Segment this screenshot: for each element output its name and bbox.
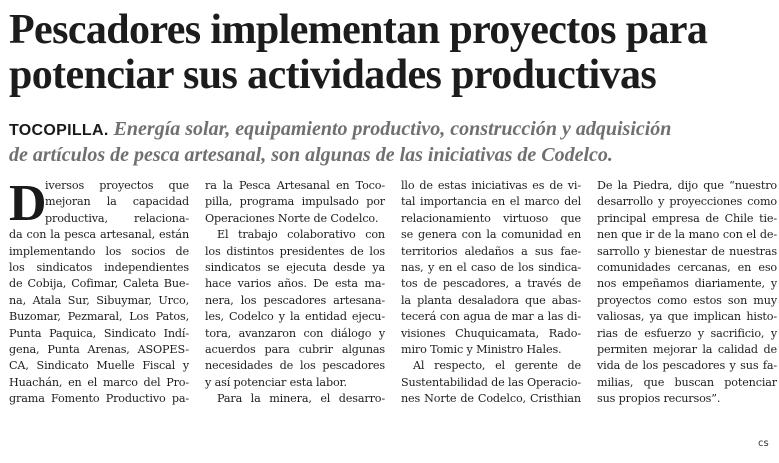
- location-kicker: TOCOPILLA.: [9, 122, 109, 139]
- col1-line: de Cobija, Cofimar, Caleta Bue-: [9, 277, 189, 291]
- col4-line: comunidades cercanas, en eso: [597, 260, 777, 274]
- col3-line: se genera con la comunidad en: [401, 228, 581, 242]
- lead-line-2: de artículos de pesca artesanal, son algunas de las iniciativas de Codelco.: [9, 144, 613, 166]
- col2-line: acuerdos para cubrir algunas: [205, 342, 385, 356]
- col2-line: les, Codelco y la entidad ejecu-: [205, 310, 385, 324]
- col1-line: gena, Punta Arenas, ASOPES-: [9, 342, 189, 356]
- col4-line: De la Piedra, dijo que “nuestro: [597, 179, 777, 192]
- col4-line: desarrollo y proyecciones como: [597, 195, 777, 209]
- col2-line: necesidades de los pescadores: [205, 359, 385, 373]
- end-of-article-mark: cs: [758, 438, 769, 449]
- col1-line: Punta Paquica, Sindicato Indí-: [9, 326, 189, 340]
- col1-line: da con la pesca artesanal, están: [9, 228, 189, 242]
- col2-line: Operaciones Norte de Codelco.: [205, 211, 379, 225]
- col3-line: Al respecto, el gerente de: [413, 359, 581, 373]
- col4-line: vida de los pescadores y sus fa-: [597, 359, 777, 373]
- col3-line: miro Tomic y Ministro Hales.: [401, 342, 562, 356]
- drop-cap: D: [9, 175, 47, 232]
- col3-line: relacionamiento virtuoso que: [401, 211, 581, 225]
- col2-line: El trabajo colaborativo con: [217, 228, 385, 242]
- col4-line: permiten mejorar la calidad de: [597, 342, 777, 356]
- col1-line: grama Fomento Productivo pa-: [9, 392, 189, 406]
- col2-line: nera, los pescadores artesana-: [205, 293, 385, 307]
- col3-line: tos de pescadores, a través de: [401, 277, 581, 291]
- body-column-2: [205, 178, 385, 408]
- col1-line: Buzomar, Pezmaral, Los Patos,: [9, 310, 189, 324]
- col2-line: ra la Pesca Artesanal en Toco-: [205, 179, 385, 192]
- headline-line-2: potenciar sus actividades productivas: [9, 52, 657, 98]
- col4-line: proyectos como estos son muy: [597, 293, 777, 307]
- col1-line: Huachán, en el marco del Pro-: [9, 375, 189, 389]
- col4-line: nos empeñamos diariamente, y: [597, 277, 777, 291]
- col4-line: nen que ir de la mano con el de-: [597, 228, 777, 242]
- col4-line: milias, que buscan potenciar: [597, 375, 777, 389]
- article-lead: [9, 117, 774, 168]
- col1-line: CA, Sindicato Muelle Fiscal y: [9, 359, 189, 373]
- col3-line: nes Norte de Codelco, Cristhian: [401, 392, 581, 406]
- body-column-4: [597, 178, 777, 407]
- col1-line: mejoran la capacidad: [45, 195, 189, 209]
- body-column-3: [401, 178, 581, 407]
- col3-line: la planta desaladora que abas-: [401, 293, 581, 307]
- body-column-1: [9, 175, 189, 407]
- col2-line: pilla, programa impulsado por: [205, 195, 385, 209]
- col3-line: tal importancia en el marco del: [401, 195, 581, 209]
- col4-line: principal empresa de Chile tie-: [597, 211, 777, 225]
- col3-line: llo de estas iniciativas es de vi-: [401, 179, 581, 192]
- col3-line: territorios aledaños a sus fae-: [401, 244, 581, 258]
- headline-line-1: Pescadores implementan proyectos para: [9, 7, 708, 53]
- col3-line: tecerá con agua de mar a las di-: [401, 310, 581, 324]
- col3-line: visiones Chuquicamata, Rado-: [401, 326, 581, 340]
- col1-line: los sindicatos independientes: [9, 260, 189, 274]
- col4-line: sus propios recursos”.: [597, 392, 721, 406]
- lead-line-1: [9, 117, 774, 143]
- col3-line: Sustentabilidad de las Operacio-: [401, 375, 581, 389]
- col2-line: los distintos presidentes de los: [205, 244, 385, 258]
- col2-line: y así potenciar esta labor.: [205, 375, 347, 389]
- col1-line: productiva, relaciona-: [45, 211, 189, 225]
- col2-line: tora, avanzaron con diálogo y: [205, 326, 385, 340]
- article-headline: [9, 8, 774, 98]
- col1-line: na, Atala Sur, Sibuymar, Urco,: [9, 293, 189, 307]
- col4-line: valiosas, ya que implican histo-: [597, 310, 777, 324]
- col1-line: iversos proyectos que: [45, 179, 189, 192]
- col2-line: Para la minera, el desarro-: [217, 392, 385, 406]
- col4-line: sarrollo y bienestar de nuestras: [597, 244, 777, 258]
- col1-line: implementando los socios de: [9, 244, 189, 258]
- col2-line: hace varios años. De esta ma-: [205, 277, 385, 291]
- col3-line: nas, y en el caso de los sindica-: [401, 260, 581, 274]
- col4-line: rias de esfuerzo y sacrificio, y: [597, 326, 777, 340]
- col2-line: sindicatos se ejecuta desde ya: [205, 260, 385, 274]
- lead-text-1: Energía solar, equipamiento productivo, construcción y adquisición: [113, 118, 672, 140]
